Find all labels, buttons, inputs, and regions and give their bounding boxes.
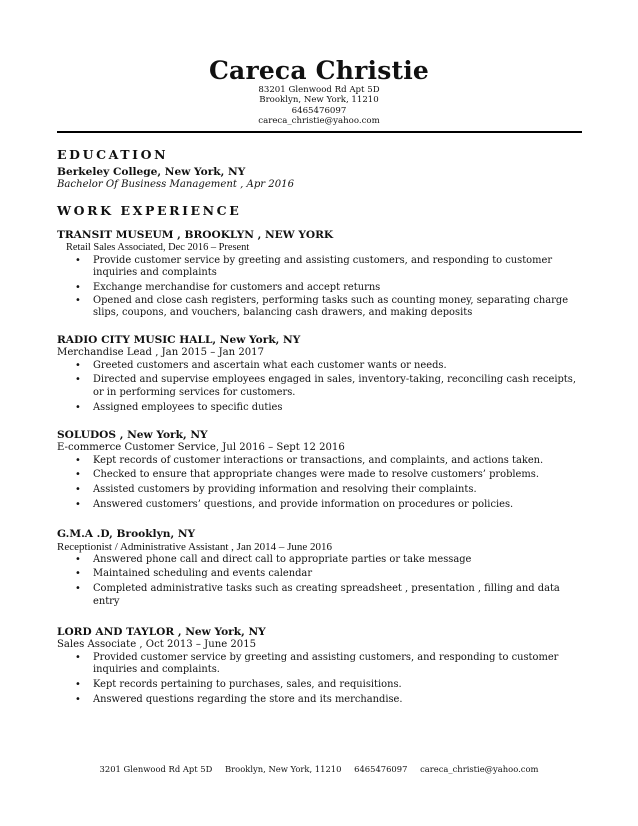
job-entry (57, 528, 577, 608)
duty-item: • Completed administrative tasks such as creating spreadsheet , presentation , filling and data entry (93, 583, 577, 608)
job-organization: LORD AND TAYLOR , New York, NY (57, 626, 266, 638)
job-entry (57, 429, 577, 511)
job-organization: G.M.A .D, Brooklyn, NY (57, 528, 196, 540)
footer-email: careca_christie@yahoo.com (420, 764, 539, 774)
duty-item: • Provided customer service by greeting and assisting customers, and responding to customer inquiries and complaints. (93, 652, 577, 677)
duty-item: • Answered customers’ questions, and provide information on procedures or policies. (93, 499, 577, 512)
duty-item: • Answered phone call and direct call to appropriate parties or take message (93, 554, 577, 567)
job-duties (57, 455, 577, 512)
duty-item: • Opened and close cash registers, performing tasks such as counting money, separating charge slips, coupons, and vouchers, balancing cash drawers, and making deposits (93, 295, 577, 320)
job-role: Receptionist / Administrative Assistant , Jan 2014 – June 2016 (57, 541, 332, 553)
job-duties (57, 554, 577, 609)
job-duties (57, 360, 577, 415)
job-organization: RADIO CITY MUSIC HALL, New York, NY (57, 334, 301, 346)
duty-item: • Maintained scheduling and events calendar (93, 568, 577, 581)
duty-item: • Kept records pertaining to purchases, sales, and requisitions. (93, 679, 577, 692)
duty-item: • Greeted customers and ascertain what each customer wants or needs. (93, 360, 577, 373)
job-role: Retail Sales Associated, Dec 2016 – Present (66, 242, 250, 253)
duty-item: • Assisted customers by providing information and resolving their complaints. (93, 484, 577, 497)
duty-item: • Kept records of customer interactions or transactions, and complaints, and actions taken. (93, 455, 577, 468)
job-entry (57, 229, 577, 320)
duty-item: • Checked to ensure that appropriate changes were made to resolve customers’ problems. (93, 469, 577, 482)
job-entry (57, 626, 577, 706)
phone: 6465476097 (291, 105, 347, 116)
job-entry (57, 334, 577, 414)
address-line-2: Brooklyn, New York, 11210 (259, 95, 379, 106)
duty-item: • Assigned employees to specific duties (93, 402, 577, 415)
address-line-1: 83201 Glenwood Rd Apt 5D (258, 85, 380, 95)
degree: Bachelor Of Business Management , Apr 2016 (57, 179, 294, 190)
education-entry (57, 166, 577, 192)
contact-block (0, 85, 638, 126)
email: careca_christie@yahoo.com (258, 115, 380, 126)
footer-address: 3201 Glenwood Rd Apt 5D (99, 764, 213, 774)
school-name: Berkeley College, New York, NY (57, 166, 246, 178)
duty-item: • Directed and supervise employees engaged in sales, inventory-taking, reconciling cash receipts, or in performing services for customers. (93, 374, 577, 399)
footer-city: Brooklyn, New York, 11210 (225, 764, 342, 774)
job-organization: TRANSIT MUSEUM , BROOKLYN , NEW YORK (57, 229, 334, 241)
job-role: E-commerce Customer Service, Jul 2016 – Sept 12 2016 (57, 442, 345, 453)
duty-item: • Provide customer service by greeting and assisting customers, and responding to customer inquiries and complaints (93, 255, 577, 280)
job-duties (57, 255, 577, 321)
job-role: Merchandise Lead , Jan 2015 – Jan 2017 (57, 347, 265, 358)
footer-phone: 6465476097 (354, 764, 408, 774)
work-experience-heading: WORK EXPERIENCE (57, 203, 242, 218)
duty-item: • Answered questions regarding the store and its merchandise. (93, 694, 577, 707)
education-heading: EDUCATION (57, 147, 169, 162)
resume-name: Careca Christie (208, 56, 430, 85)
job-organization: SOLUDOS , New York, NY (57, 429, 208, 441)
duty-item: • Exchange merchandise for customers and accept returns (93, 282, 577, 295)
job-duties (57, 652, 577, 707)
header-divider (57, 131, 582, 133)
job-role: Sales Associate , Oct 2013 – June 2015 (57, 639, 257, 650)
page-footer (0, 764, 638, 774)
